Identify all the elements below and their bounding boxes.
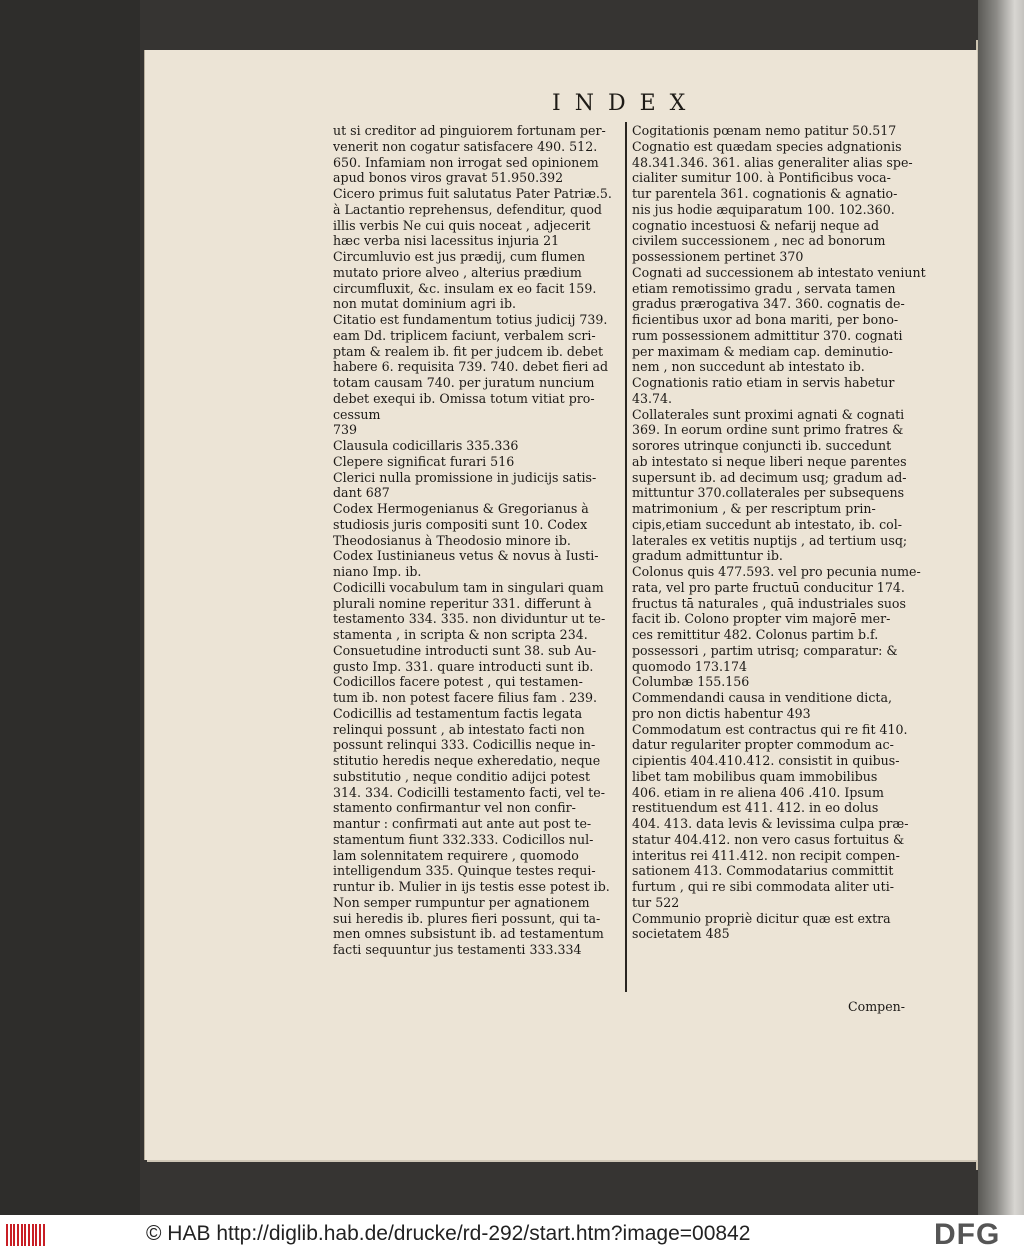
- index-line: facit ib. Colono propter vim majorē mer-: [632, 611, 891, 627]
- index-line: ces remittitur 482. Colonus partim b.f.: [632, 627, 879, 642]
- index-line: mantur : confirmati aut ante aut post te-: [333, 816, 592, 831]
- index-line: per maximam & mediam cap. deminutio-: [632, 343, 893, 359]
- index-line: Commodatum est contractus qui re fit 410.: [632, 721, 908, 737]
- index-line: Clerici nulla promissione in judicijs satis-: [333, 469, 597, 485]
- index-column-left: [333, 123, 621, 958]
- index-line: statur 404.412. non vero casus fortuitus &: [632, 831, 905, 847]
- index-line: gradus prærogativa 347. 360. cognatis de-: [632, 296, 905, 312]
- index-line: rata, vel pro parte fructuū conducitur 174.: [632, 579, 905, 595]
- index-line: intelligendum 335. Quinque testes requi-: [333, 863, 596, 879]
- index-line: cognatio incestuosi & nefarij neque ad: [632, 217, 880, 233]
- index-line: facti sequuntur jus testamenti 333.334: [333, 942, 582, 957]
- index-line: Theodosianus à Theodosio minore ib.: [333, 532, 571, 548]
- index-line: ab intestato si neque liberi neque parentes: [632, 453, 907, 469]
- copyright-link[interactable]: © HAB http://diglib.hab.de/drucke/rd-292/start.htm?image=00842: [146, 1222, 751, 1245]
- index-line: Non semper rumpuntur per agnationem: [333, 894, 590, 910]
- index-line: Cognati ad successionem ab intestato veniunt: [632, 264, 926, 280]
- index-line: Clepere significat furari 516: [333, 453, 515, 469]
- index-line: mittuntur 370.collaterales per subsequens: [632, 485, 905, 501]
- index-line: ficientibus uxor ad bona mariti, per bono-: [632, 312, 899, 327]
- index-line: substitutio , neque conditio adijci potest: [333, 768, 591, 784]
- index-line: cipis,etiam succedunt ab intestato, ib. col-: [632, 516, 903, 532]
- index-line: Cicero primus fuit salutatus Pater Patriæ.5.: [333, 186, 612, 201]
- index-line: Cognatio est quædam species adgnationis: [632, 138, 902, 154]
- index-line: 404. 413. data levis & levissima culpa præ-: [632, 816, 909, 831]
- index-line: societatem 485: [632, 926, 730, 942]
- index-line: à Lactantio reprehensus, defenditur, quod: [333, 201, 602, 217]
- index-line: niano Imp. ib.: [333, 564, 422, 579]
- index-line: stamentum fiunt 332.333. Codicillos nul-: [333, 831, 594, 847]
- index-line: furtum , qui re sibi commodata aliter uti-: [632, 879, 894, 894]
- index-line: stamenta , in scripta & non scripta 234.: [333, 627, 588, 642]
- index-line: restituendum est 411. 412. in eo dolus: [632, 800, 879, 816]
- index-line: testamento 334. 335. non dividuntur ut te-: [333, 611, 606, 627]
- index-line: civilem successionem , nec ad bonorum: [632, 233, 886, 249]
- index-line: cialiter sumitur 100. à Pontificibus voca-: [632, 170, 891, 186]
- index-line: supersunt ib. ad decimum usq; gradum ad-: [632, 469, 907, 485]
- index-line: ut si creditor ad pinguiorem fortunam per-: [333, 123, 606, 138]
- index-line: circumfluxit, &c. insulam ex eo facit 159.: [333, 280, 597, 296]
- index-line: matrimonium , & per rescriptum prin-: [632, 501, 876, 516]
- column-divider: [625, 122, 627, 992]
- index-line: rum possessionem admittitur 370. cognati: [632, 327, 903, 343]
- index-line: Circumluvio est jus prædij, cum flumen: [333, 249, 586, 264]
- index-line: Communio propriè dicitur quæ est extra: [632, 910, 891, 926]
- index-line: pro non dictis habentur 493: [632, 705, 811, 721]
- index-line: laterales ex vetitis nuptijs , ad tertium usq;: [632, 532, 908, 548]
- index-line: possunt relinqui 333. Codicillis neque in-: [333, 737, 596, 753]
- index-line: illis verbis Ne cui quis noceat , adjecerit: [333, 217, 591, 233]
- index-line: etiam remotissimo gradu , servata tamen: [632, 280, 896, 296]
- index-line: sui heredis ib. plures fieri possunt, qui ta-: [333, 910, 601, 926]
- index-line: Cognationis ratio etiam in servis habetur: [632, 375, 895, 390]
- index-line: Consuetudine introducti sunt 38. sub Au-: [333, 642, 597, 658]
- index-column-right: [632, 123, 926, 942]
- book-gutter: [978, 0, 1024, 1215]
- index-line: 406. etiam in re aliena 406 .410. Ipsum: [632, 784, 884, 800]
- index-line: possessionem pertinet 370: [632, 249, 804, 264]
- index-line: dant 687: [333, 485, 390, 501]
- index-line: Cogitationis pœnam nemo patitur 50.517: [632, 123, 897, 138]
- index-line: gradum admittuntur ib.: [632, 548, 783, 564]
- page-heading: INDEX: [552, 91, 700, 116]
- index-line: Collaterales sunt proximi agnati & cognati: [632, 406, 905, 422]
- index-line: Codicillos facere potest , qui testamen-: [333, 674, 583, 690]
- index-line: 48.341.346. 361. alias generaliter alias spe-: [632, 154, 913, 170]
- hab-barcode-icon: [6, 1224, 46, 1246]
- index-line: apud bonos viros gravat 51.950.392: [333, 170, 564, 186]
- index-line: nem , non succedunt ab intestato ib.: [632, 359, 865, 375]
- index-line: fructus tā naturales , quā industriales suos: [632, 595, 906, 611]
- index-line: plurali nomine reperitur 331. differunt à: [333, 595, 592, 611]
- index-line: relinqui possunt , ab intestato facti non: [333, 721, 585, 737]
- index-line: tum ib. non potest facere filius fam . 239.: [333, 690, 598, 705]
- index-line: libet tam mobilibus quam immobilibus: [632, 768, 878, 784]
- index-line: 650. Infamiam non irrogat sed opinionem: [333, 154, 599, 170]
- index-line: habere 6. requisita 739. 740. debet fieri ad: [333, 359, 609, 375]
- catchword: Compen-: [848, 999, 906, 1014]
- index-line: ptam & realem ib. fit per judcem ib. debet: [333, 343, 604, 359]
- index-line: gusto Imp. 331. quare introducti sunt ib.: [333, 658, 594, 674]
- index-line: Clausula codicillaris 335.336: [333, 438, 519, 453]
- index-line: Codicilli vocabulum tam in singulari quam: [333, 579, 604, 595]
- index-line: Codex Hermogenianus & Gregorianus à: [333, 501, 589, 516]
- index-line: Commendandi causa in venditione dicta,: [632, 690, 892, 705]
- index-line: cessum: [333, 406, 381, 422]
- index-line: stamento confirmantur vel non confir-: [333, 800, 576, 816]
- index-line: Codicillis ad testamentum factis legata: [333, 705, 583, 721]
- index-line: sationem 413. Commodatarius committit: [632, 863, 894, 879]
- index-line: 314. 334. Codicilli testamento facti, vel te-: [333, 784, 605, 800]
- index-line: quomodo 173.174: [632, 658, 748, 674]
- index-line: hæc verba nisi lacessitus injuria 21: [333, 233, 560, 249]
- index-line: studiosis juris compositi sunt 10. Codex: [333, 516, 588, 532]
- dfg-logo: DFG: [934, 1218, 1001, 1251]
- index-line: 369. In eorum ordine sunt primo fratres &: [632, 422, 904, 438]
- scan-left-margin: [0, 0, 140, 1215]
- index-line: totam causam 740. per juratum nuncium: [333, 375, 595, 390]
- index-line: Colonus quis 477.593. vel pro pecunia nume-: [632, 564, 921, 579]
- index-line: datur regulariter propter commodum ac-: [632, 737, 894, 753]
- index-line: men omnes subsistunt ib. ad testamentum: [333, 926, 604, 942]
- index-line: interitus rei 411.412. non recipit compen-: [632, 847, 900, 863]
- index-line: lam solennitatem requirere , quomodo: [333, 847, 579, 863]
- index-line: possessori , partim utrisq; comparatur: &: [632, 642, 898, 658]
- index-line: eam Dd. triplicem faciunt, verbalem scri-: [333, 327, 596, 343]
- index-line: cipientis 404.410.412. consistit in quibus-: [632, 753, 900, 768]
- index-line: mutato priore alveo , alterius prædium: [333, 264, 582, 280]
- index-line: Citatio est fundamentum totius judicij 739.: [333, 312, 608, 327]
- index-line: 43.74.: [632, 390, 673, 406]
- index-line: non mutat dominium agri ib.: [333, 296, 517, 312]
- index-line: venerit non cogatur satisfacere 490. 512.: [333, 138, 598, 154]
- index-line: tur parentela 361. cognationis & agnatio-: [632, 186, 898, 201]
- index-line: tur 522: [632, 894, 680, 910]
- index-line: stitutio heredis neque exheredatio, neque: [333, 753, 601, 768]
- index-line: 739: [333, 422, 358, 438]
- index-line: Columbæ 155.156: [632, 674, 750, 690]
- index-line: debet exequi ib. Omissa totum vitiat pro-: [333, 390, 595, 406]
- index-line: runtur ib. Mulier in ijs testis esse potest ib.: [333, 879, 610, 894]
- index-line: nis jus hodie æquiparatum 100. 102.360.: [632, 201, 895, 217]
- index-line: sorores utrinque conjuncti ib. succedunt: [632, 438, 892, 453]
- index-line: Codex Iustinianeus vetus & novus à Iusti-: [333, 548, 599, 564]
